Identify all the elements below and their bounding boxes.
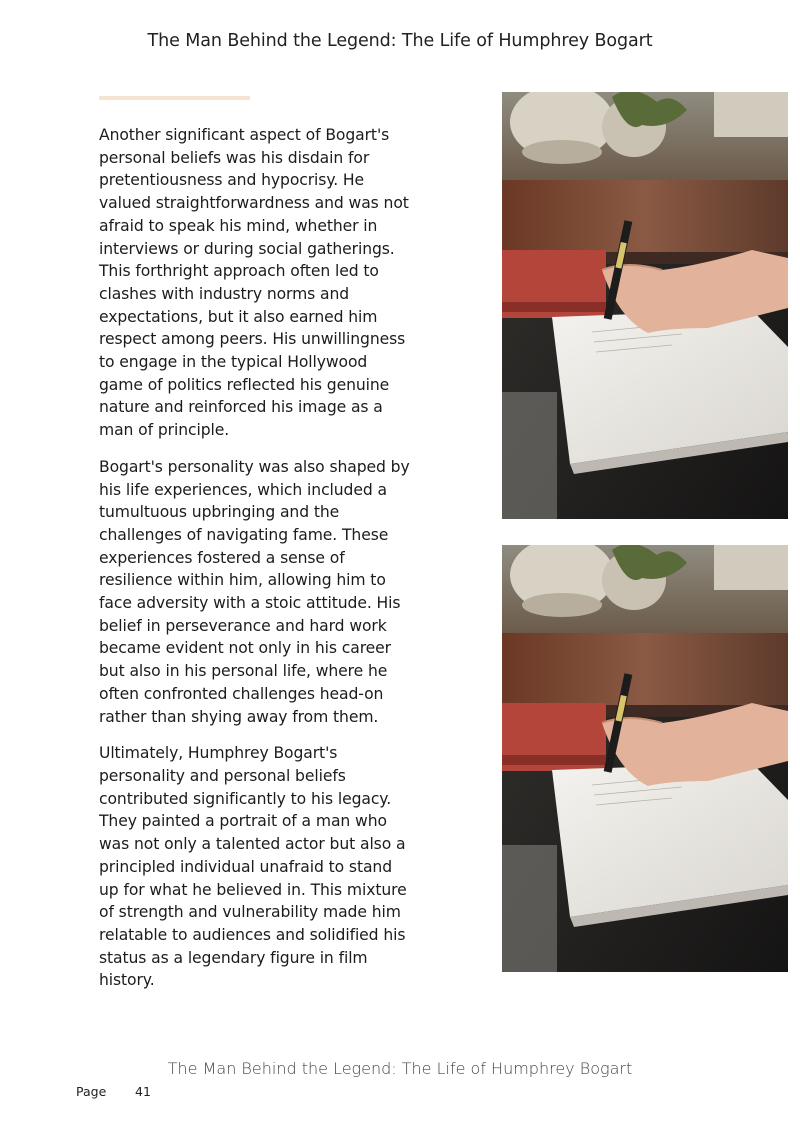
writing-photo-top xyxy=(502,92,788,519)
page-footer-title: The Man Behind the Legend: The Life of Humphrey Bogart xyxy=(167,1059,633,1078)
page-number: 41 xyxy=(135,1084,151,1099)
writing-photo-graphic xyxy=(502,92,788,519)
article-body xyxy=(99,124,414,1006)
paragraph: Ultimately, Humphrey Bogart's personality and personal beliefs contributed significantly to his legacy. They painted a portrait of a man who was not only a talented actor but also a principled individual unafraid to stand up for what he believed in. This mixture of strength and vulnerability made him relatable to audiences and solidified his status as a legendary figure in film history. xyxy=(99,744,407,990)
page-label: Page xyxy=(76,1084,107,1099)
writing-photo-graphic xyxy=(502,545,788,972)
paragraph: Bogart's personality was also shaped by his life experiences, which included a tumultuous upbringing and the challenges of navigating fame. These experiences fostered a sense of resilience within him, allowing him to face adversity with a stoic attitude. His belief in perseverance and hard work became evident not only in his career but also in his personal life, where he often confronted challenges head-on rather than shying away from them. xyxy=(99,457,410,726)
accent-divider xyxy=(99,96,250,100)
writing-photo-bottom xyxy=(502,545,788,972)
page-header-title: The Man Behind the Legend: The Life of Humphrey Bogart xyxy=(147,31,653,51)
paragraph: Another significant aspect of Bogart's personal beliefs was his disdain for pretentiousness and hypocrisy. He valued straightforwardness and was not afraid to speak his mind, whether in interviews or during social gatherings. This forthright approach often led to clashes with industry norms and expectations, but it also earned him respect among peers. His unwillingness to engage in the typical Hollywood game of politics reflected his genuine nature and reinforced his image as a man of principle. xyxy=(99,126,409,440)
